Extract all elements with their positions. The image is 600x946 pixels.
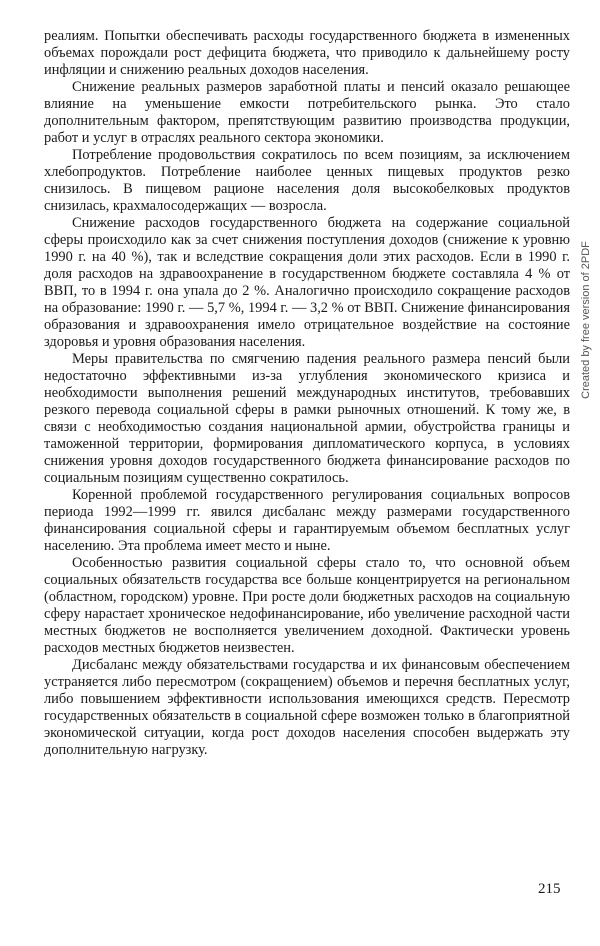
paragraph-7: Особенностью развития социальной сферы стало то, что основной объем социальных обязательств государства все больше концентрируется на региональном (областном, городском) уровне. При росте доли бюджетных расходов на социальную сферу нарастает хроническое недофинансирование, ибо увеличение расходной части местных бюджетов не восполняется увеличением доходной. Фактически уровень расходов местных бюджетов неизвестен. bbox=[44, 555, 570, 656]
paragraph-8: Дисбаланс между обязательствами государства и их финансовым обеспечением устраняется либо пересмотром (сокращением) объемов и перечня бесплатных услуг, либо повышением эффективности использования имеющихся средств. Пересмотр государственных обязательств в социальной сфере возможен только в благоприятной экономической ситуации, когда рост доходов населения способен выдержать эту дополнительную нагрузку. bbox=[44, 657, 570, 758]
paragraph-5: Меры правительства по смягчению падения реального размера пенсий были недостаточно эффективными из-за углубления экономического кризиса и необходимости выполнения решений международных институтов, требовавших резкого перевода социальной сферы в рамки рыночных отношений. К тому же, в связи с необходимостью создания национальной армии, обустройства границы и таможенной территории, формирования дипломатического корпуса, в условиях снижения уровня доходов государственного бюджета финансирование расходов по социальным позициям существенно сократилось. bbox=[44, 351, 570, 486]
paragraph-6: Коренной проблемой государственного регулирования социальных вопросов периода 1992—1999 гг. явился дисбаланс между размерами государственного финансирования социальной сферы и гарантируемым объемом бесплатных услуг населению. Эта проблема имеет место и ныне. bbox=[44, 487, 570, 554]
paragraph-3: Потребление продовольствия сократилось по всем позициям, за исключением хлебопродуктов. Потребление наиболее ценных пищевых продуктов резко снизилось. В пищевом рационе населения доля высокобелковых продуктов снизилась, крахмалосодержащих — возросла. bbox=[44, 147, 570, 214]
paragraph-4: Снижение расходов государственного бюджета на содержание социальной сферы происходило как за счет снижения поступления доходов (снижение к уровню 1990 г. на 40 %), так и вследствие сокращения доли этих расходов. Если в 1990 г. доля расходов на здравоохранение в государственном бюджете составляла 4 % от ВВП, то в 1994 г. она упала до 2 %. Аналогично происходило сокращение расходов на образование: 1990 г. — 5,7 %, 1994 г. — 3,2 % от ВВП. Снижение финансирования образования и здравоохранения имело отрицательное воздействие на состояние здоровья и уровня образования населения. bbox=[44, 215, 570, 350]
watermark-text: Created by free version of 2PDF bbox=[580, 241, 592, 399]
paragraph-2: Снижение реальных размеров заработной платы и пенсий оказало решающее влияние на уменьшение емкости потребительского рынка. Это стало дополнительным фактором, препятствующим развитию производства продукции, работ и услуг в отраслях реального сектора экономики. bbox=[44, 79, 570, 146]
paragraph-1: реалиям. Попытки обеспечивать расходы государственного бюджета в измененных объемах порождали рост дефицита бюджета, что приводило к дальнейшему росту инфляции и снижению реальных доходов населения. bbox=[44, 28, 570, 78]
page-number: 215 bbox=[538, 881, 561, 897]
body-text bbox=[44, 28, 570, 759]
